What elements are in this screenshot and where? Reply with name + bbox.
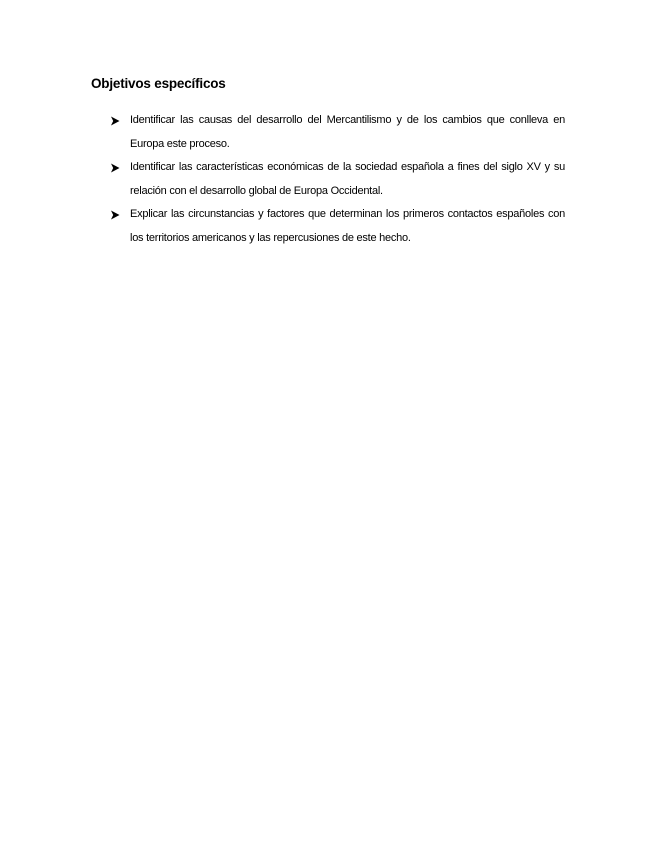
objective-text: Identificar las causas del desarrollo del Mercantilismo y de los cambios que conlleva en Europa este proceso. bbox=[130, 114, 565, 150]
list-item bbox=[110, 203, 565, 250]
objectives-list bbox=[110, 109, 565, 250]
arrowhead-bullet-icon bbox=[110, 156, 122, 180]
list-item bbox=[110, 156, 565, 203]
objective-text: Explicar las circunstancias y factores que determinan los primeros contactos españoles con los territorios americanos y las repercusiones de este hecho. bbox=[130, 208, 565, 244]
section-heading: Objetivos específicos bbox=[91, 76, 226, 91]
arrowhead-bullet-icon bbox=[110, 109, 122, 133]
arrowhead-bullet-icon bbox=[110, 203, 122, 227]
objective-text: Identificar las características económicas de la sociedad española a fines del siglo XV y su relación con el desarrollo global de Europa Occidental. bbox=[130, 161, 565, 197]
list-item bbox=[110, 109, 565, 156]
